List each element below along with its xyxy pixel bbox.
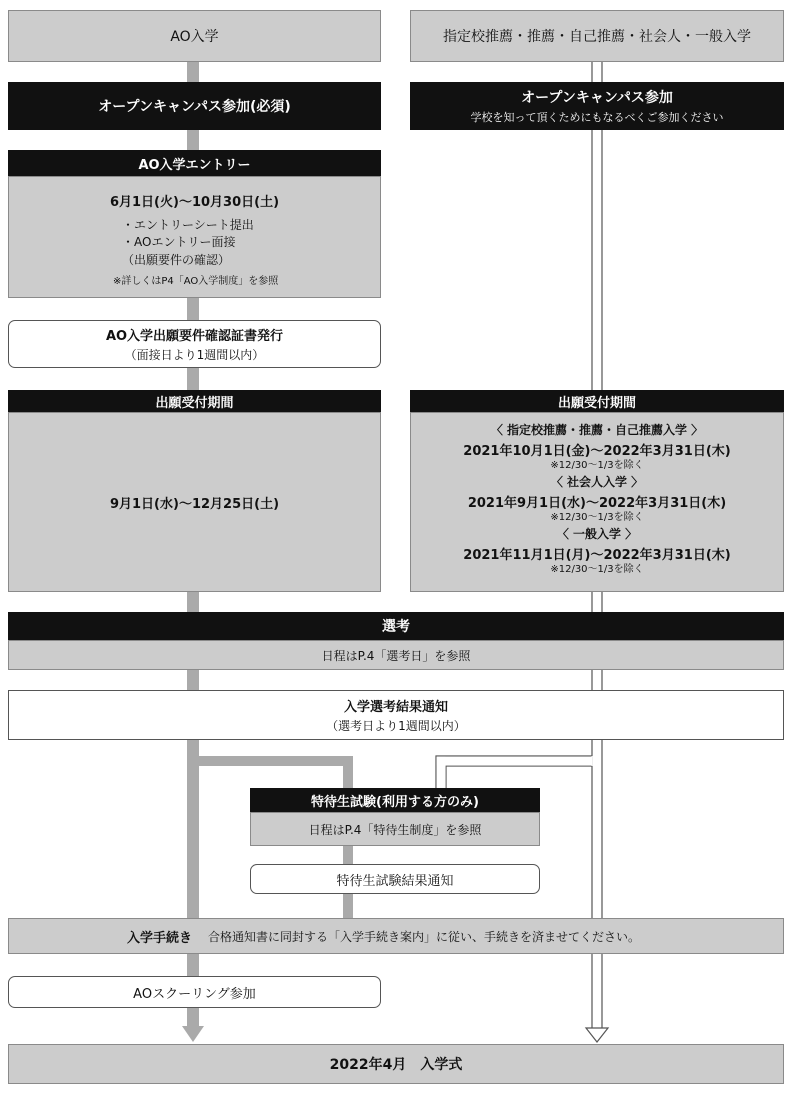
right-opencampus-box <box>410 82 784 130</box>
scholarship-result-box <box>250 864 540 894</box>
application-group-label: 〈 一般入学 〉 <box>556 527 638 541</box>
application-group-label: 〈 指定校推薦・推薦・自己推薦入学 〉 <box>490 423 704 437</box>
schooling-box <box>8 976 381 1008</box>
certificate-title: AO入学出願要件確認証書発行 <box>105 329 284 344</box>
ao-entry-item: ・AOエントリー面接 <box>122 235 236 250</box>
left-column-header: AO入学 <box>8 10 381 62</box>
application-group <box>411 525 783 576</box>
right-arrowhead <box>586 1028 608 1042</box>
right-opencampus-sub: 学校を知って頂くためにもなるべくご参加ください <box>470 111 724 124</box>
right-branch-inner <box>446 766 592 788</box>
selection-title: 選考 <box>8 612 784 640</box>
procedure-box <box>8 918 784 954</box>
result-title: 入学選考結果通知 <box>343 700 448 715</box>
ceremony-box <box>8 1044 784 1084</box>
left-opencampus-box: オープンキャンパス参加(必須) <box>8 82 381 130</box>
ao-entry-period: 6月1日(火)～10月30日(土) <box>109 195 280 210</box>
application-group-period: 2021年10月1日(金)～2022年3月31日(木) <box>463 444 731 459</box>
certificate-sub: （面接日より1週間以内） <box>124 348 265 362</box>
application-group-period: 2021年9月1日(水)～2022年3月31日(木) <box>467 496 727 511</box>
scholarship-branch-connector <box>187 756 353 766</box>
schooling-label: AOスクーリング参加 <box>133 986 256 1002</box>
application-group-label: 〈 社会人入学 〉 <box>550 475 644 489</box>
scholarship-result: 特待生試験結果通知 <box>336 873 454 889</box>
ao-entry-item: （出願要件の確認） <box>122 252 231 267</box>
ceremony-label: 2022年4月 入学式 <box>329 1057 463 1073</box>
selection-body <box>8 640 784 670</box>
result-box <box>8 690 784 740</box>
scholarship-body <box>250 812 540 846</box>
right-column-header: 指定校推薦・推薦・自己推薦・社会人・一般入学 <box>410 10 784 62</box>
application-group <box>411 473 783 524</box>
procedure-text: 合格通知書に同封する「入学手続き案内」に従い、手続きを済ませてください。 <box>208 929 641 944</box>
result-sub: （選考日より1週間以内） <box>326 719 466 733</box>
right-opencampus-title: オープンキャンパス参加 <box>521 90 673 106</box>
application-group-period: 2021年11月1日(月)～2022年3月31日(木) <box>463 548 731 563</box>
application-group-note: ※12/30～1/3を除く <box>550 512 644 523</box>
left-arrowhead <box>182 1026 204 1042</box>
left-application-period: 9月1日(水)～12月25日(土) <box>109 496 280 512</box>
right-application-body <box>410 412 784 592</box>
procedure-label: 入学手続き <box>127 930 193 946</box>
application-group-note: ※12/30～1/3を除く <box>550 564 644 575</box>
selection-sub: 日程はP.4「選考日」を参照 <box>321 648 471 663</box>
ao-entry-items <box>122 217 254 269</box>
ao-entry-item: ・エントリーシート提出 <box>122 218 254 232</box>
scholarship-sub: 日程はP.4「特待生制度」を参照 <box>308 822 482 837</box>
scholarship-title: 特待生試験(利用する方のみ) <box>250 788 540 812</box>
left-application-title: 出願受付期間 <box>8 390 381 412</box>
certificate-box <box>8 320 381 368</box>
application-group <box>411 421 783 472</box>
ao-entry-note: ※詳しくはP4「AO入学制度」を参照 <box>113 276 279 287</box>
ao-entry-title: AO入学エントリー <box>8 150 381 176</box>
application-group-note: ※12/30～1/3を除く <box>550 460 644 471</box>
right-application-title: 出願受付期間 <box>410 390 784 412</box>
left-application-body <box>8 412 381 592</box>
ao-entry-body <box>8 176 381 298</box>
